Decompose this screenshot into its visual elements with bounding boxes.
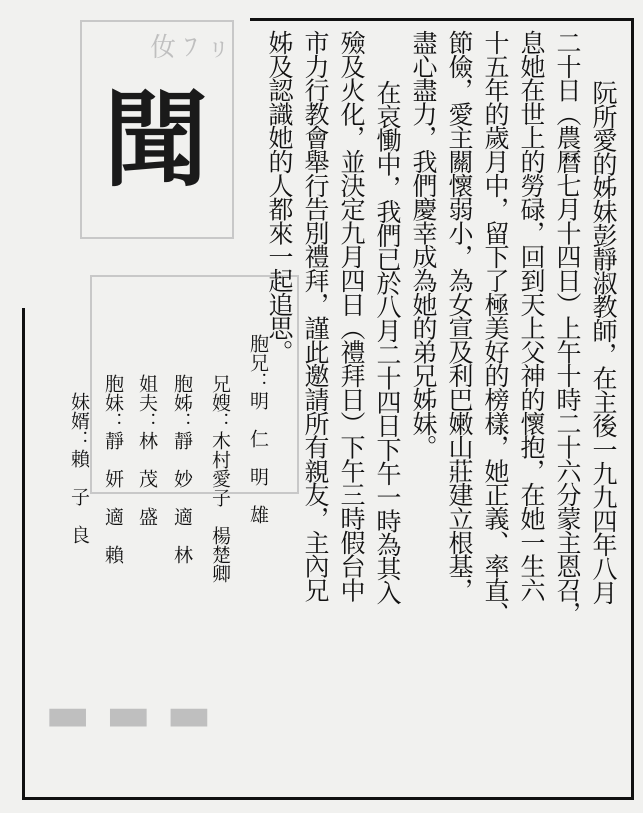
signatory-elder-sister: 胞姊：靜 妙 適 林 <box>171 374 193 564</box>
body-column-8: 殮及火化，並決定九月四日（禮拜日）下午三時假台中 <box>337 30 366 602</box>
body-column-3: 息她在世上的勞碌，回到天上父神的懷抱，在她一生六 <box>517 30 546 602</box>
signatory-brother-in-law: 姐夫：林 茂 盛 <box>136 374 158 526</box>
body-column-5: 節儉，愛主關懷弱小，為女宣及利巴嫩山莊建立根基， <box>445 30 474 602</box>
body-column-6: 盡心盡力，我們慶幸成為她的弟兄姊妹。 <box>409 30 438 459</box>
signatory-younger-sister: 胞妹：靜 妍 適 賴 <box>102 374 124 564</box>
body-column-1: 阮所愛的姊妹彭靜淑教師，在主後一九九四年八月 <box>589 80 618 604</box>
background-ghost-print-bottom: ▬ ▬ ▬ <box>45 686 212 742</box>
notice-title: 聞 <box>104 78 209 201</box>
body-column-10: 姊及認識她的人都來一起追思。 <box>265 30 294 364</box>
body-column-9: 市力行教會舉行告別禮拜，謹此邀請所有親友，主內兄 <box>301 30 330 602</box>
signatory-sister-in-law: 兄嫂：木村愛子 楊楚卿 <box>209 374 231 583</box>
notice-border-left <box>22 308 25 800</box>
notice-border-bottom <box>22 797 634 800</box>
notice-border-top <box>250 18 634 21</box>
notice-border-right <box>631 18 634 800</box>
signatory-sister-husband: 妹婿：賴 子 良 <box>68 392 90 544</box>
body-column-7: 在哀慟中，我們已於八月二十四日下午一時為其入 <box>373 80 402 604</box>
background-ghost-print-top: 㚢 ﾌ ㇼ <box>150 33 232 63</box>
body-column-2: 二十日（農曆七月十四日）上午十時二十六分蒙主恩召， <box>553 30 582 626</box>
obituary-notice <box>22 18 634 800</box>
body-column-4: 十五年的歲月中，留下了極美好的榜樣，她正義、率直、 <box>481 30 510 626</box>
signatory-brother: 胞兄：明 仁 明 雄 <box>247 334 269 524</box>
